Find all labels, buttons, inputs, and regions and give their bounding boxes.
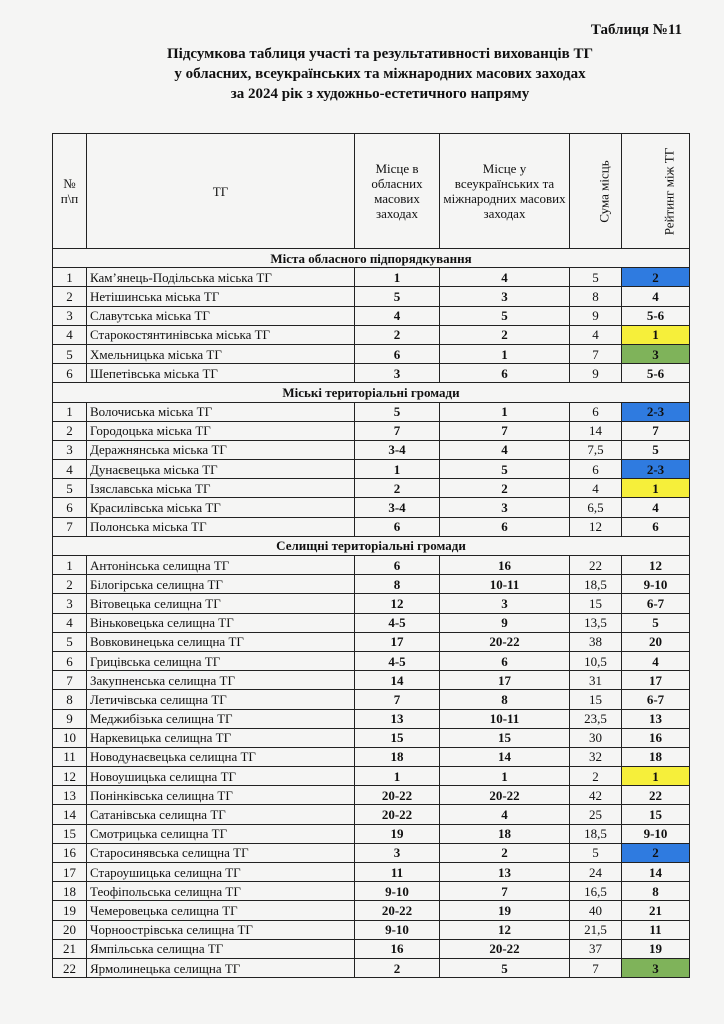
regional-place: 5 xyxy=(355,287,440,306)
national-place: 1 xyxy=(440,767,570,786)
regional-place: 2 xyxy=(355,325,440,344)
places-sum: 7 xyxy=(570,344,622,363)
national-place: 4 xyxy=(440,268,570,287)
tg-name: Летичівська селищна ТГ xyxy=(87,690,355,709)
national-place: 5 xyxy=(440,306,570,325)
tg-name: Смотрицька селищна ТГ xyxy=(87,824,355,843)
table-row xyxy=(53,344,690,363)
rating: 3 xyxy=(622,344,690,363)
table-row xyxy=(53,613,690,632)
tg-name: Городоцька міська ТГ xyxy=(87,421,355,440)
regional-place: 4 xyxy=(355,306,440,325)
rating: 19 xyxy=(622,939,690,958)
regional-place: 6 xyxy=(355,344,440,363)
tg-name: Сатанівська селищна ТГ xyxy=(87,805,355,824)
row-number: 4 xyxy=(53,460,87,479)
regional-place: 3 xyxy=(355,843,440,862)
tg-name: Вітовецька селищна ТГ xyxy=(87,594,355,613)
row-number: 1 xyxy=(53,268,87,287)
places-sum: 13,5 xyxy=(570,613,622,632)
places-sum: 25 xyxy=(570,805,622,824)
places-sum: 24 xyxy=(570,863,622,882)
header-number: № п\п xyxy=(53,134,87,249)
tg-name: Старокостянтинівська міська ТГ xyxy=(87,325,355,344)
national-place: 12 xyxy=(440,920,570,939)
tg-name: Дунаєвецька міська ТГ xyxy=(87,460,355,479)
places-sum: 10,5 xyxy=(570,651,622,670)
row-number: 15 xyxy=(53,824,87,843)
rating: 20 xyxy=(622,632,690,651)
rating: 5 xyxy=(622,440,690,459)
rating: 5 xyxy=(622,613,690,632)
table-row xyxy=(53,287,690,306)
tg-name: Деражнянська міська ТГ xyxy=(87,440,355,459)
regional-place: 20-22 xyxy=(355,786,440,805)
rating: 8 xyxy=(622,882,690,901)
places-sum: 23,5 xyxy=(570,709,622,728)
national-place: 20-22 xyxy=(440,632,570,651)
tg-name: Новоушицька селищна ТГ xyxy=(87,767,355,786)
table-row xyxy=(53,479,690,498)
tg-name: Славутська міська ТГ xyxy=(87,306,355,325)
regional-place: 4-5 xyxy=(355,613,440,632)
row-number: 1 xyxy=(53,402,87,421)
row-number: 16 xyxy=(53,843,87,862)
table-row xyxy=(53,767,690,786)
places-sum: 12 xyxy=(570,517,622,536)
table-body xyxy=(53,249,690,978)
row-number: 5 xyxy=(53,344,87,363)
regional-place: 3-4 xyxy=(355,440,440,459)
table-row xyxy=(53,556,690,575)
rating: 17 xyxy=(622,671,690,690)
national-place: 1 xyxy=(440,344,570,363)
national-place: 4 xyxy=(440,440,570,459)
table-row xyxy=(53,594,690,613)
rating: 6-7 xyxy=(622,690,690,709)
national-place: 5 xyxy=(440,958,570,977)
row-number: 1 xyxy=(53,556,87,575)
national-place: 8 xyxy=(440,690,570,709)
rating: 2 xyxy=(622,268,690,287)
tg-name: Староушицька селищна ТГ xyxy=(87,863,355,882)
row-number: 3 xyxy=(53,306,87,325)
rating: 3 xyxy=(622,958,690,977)
rating: 9-10 xyxy=(622,575,690,594)
header-rank xyxy=(622,134,690,249)
rating: 12 xyxy=(622,556,690,575)
row-number: 2 xyxy=(53,421,87,440)
tg-name: Наркевицька селищна ТГ xyxy=(87,728,355,747)
row-number: 12 xyxy=(53,767,87,786)
table-number-label: Таблиця №11 xyxy=(590,22,682,38)
national-place: 5 xyxy=(440,460,570,479)
places-sum: 15 xyxy=(570,594,622,613)
tg-name: Білогірська селищна ТГ xyxy=(87,575,355,594)
regional-place: 9-10 xyxy=(355,920,440,939)
national-place: 7 xyxy=(440,421,570,440)
places-sum: 18,5 xyxy=(570,824,622,843)
row-number: 21 xyxy=(53,939,87,958)
national-place: 6 xyxy=(440,651,570,670)
national-place: 3 xyxy=(440,287,570,306)
regional-place: 1 xyxy=(355,268,440,287)
rating: 15 xyxy=(622,805,690,824)
regional-place: 8 xyxy=(355,575,440,594)
rating: 4 xyxy=(622,498,690,517)
row-number: 4 xyxy=(53,325,87,344)
tg-name: Чорноострівська селищна ТГ xyxy=(87,920,355,939)
places-sum: 8 xyxy=(570,287,622,306)
national-place: 20-22 xyxy=(440,939,570,958)
places-sum: 2 xyxy=(570,767,622,786)
table-row xyxy=(53,575,690,594)
tg-name: Старосинявська селищна ТГ xyxy=(87,843,355,862)
table-row xyxy=(53,824,690,843)
row-number: 3 xyxy=(53,594,87,613)
national-place: 17 xyxy=(440,671,570,690)
places-sum: 9 xyxy=(570,364,622,383)
regional-place: 2 xyxy=(355,958,440,977)
table-row xyxy=(53,306,690,325)
tg-name: Теофіпольська селищна ТГ xyxy=(87,882,355,901)
places-sum: 9 xyxy=(570,306,622,325)
row-number: 11 xyxy=(53,747,87,766)
rating: 9-10 xyxy=(622,824,690,843)
row-number: 2 xyxy=(53,287,87,306)
row-number: 7 xyxy=(53,517,87,536)
national-place: 20-22 xyxy=(440,786,570,805)
places-sum: 15 xyxy=(570,690,622,709)
regional-place: 2 xyxy=(355,479,440,498)
tg-name: Грицівська селищна ТГ xyxy=(87,651,355,670)
table-row xyxy=(53,882,690,901)
tg-name: Меджибізька селищна ТГ xyxy=(87,709,355,728)
rating: 4 xyxy=(622,287,690,306)
header-national-place: Місце у всеукраїнських та міжнародних масових заходах xyxy=(440,134,570,249)
header-tg: ТГ xyxy=(87,134,355,249)
tg-name: Красилівська міська ТГ xyxy=(87,498,355,517)
title-line: у обласних, всеукраїнських та міжнародних масових заходах xyxy=(174,66,586,82)
table-row xyxy=(53,843,690,862)
regional-place: 4-5 xyxy=(355,651,440,670)
table-row xyxy=(53,421,690,440)
places-sum: 40 xyxy=(570,901,622,920)
national-place: 4 xyxy=(440,805,570,824)
document-title xyxy=(60,44,700,104)
regional-place: 3 xyxy=(355,364,440,383)
regional-place: 12 xyxy=(355,594,440,613)
rating: 2-3 xyxy=(622,460,690,479)
regional-place: 18 xyxy=(355,747,440,766)
rating: 1 xyxy=(622,479,690,498)
national-place: 18 xyxy=(440,824,570,843)
places-sum: 30 xyxy=(570,728,622,747)
regional-place: 6 xyxy=(355,517,440,536)
table-row xyxy=(53,325,690,344)
rating: 11 xyxy=(622,920,690,939)
section-header-row xyxy=(53,249,690,268)
row-number: 5 xyxy=(53,479,87,498)
table-row xyxy=(53,671,690,690)
section-title: Селищні територіальні громади xyxy=(53,536,690,555)
places-sum: 16,5 xyxy=(570,882,622,901)
header-regional-place: Місце в обласних масових заходах xyxy=(355,134,440,249)
national-place: 10-11 xyxy=(440,575,570,594)
rating: 18 xyxy=(622,747,690,766)
national-place: 7 xyxy=(440,882,570,901)
regional-place: 3-4 xyxy=(355,498,440,517)
places-sum: 38 xyxy=(570,632,622,651)
places-sum: 6 xyxy=(570,402,622,421)
section-title: Міста обласного підпорядкування xyxy=(53,249,690,268)
row-number: 7 xyxy=(53,671,87,690)
results-table xyxy=(52,133,690,978)
national-place: 2 xyxy=(440,325,570,344)
title-line: Підсумкова таблиця участі та результативності вихованців ТГ xyxy=(167,46,593,62)
rating: 2-3 xyxy=(622,402,690,421)
places-sum: 21,5 xyxy=(570,920,622,939)
table-row xyxy=(53,402,690,421)
regional-place: 9-10 xyxy=(355,882,440,901)
tg-name: Кам’янець-Подільська міська ТГ xyxy=(87,268,355,287)
table-row xyxy=(53,709,690,728)
places-sum: 6 xyxy=(570,460,622,479)
row-number: 20 xyxy=(53,920,87,939)
regional-place: 16 xyxy=(355,939,440,958)
table-row xyxy=(53,958,690,977)
places-sum: 7 xyxy=(570,958,622,977)
row-number: 22 xyxy=(53,958,87,977)
national-place: 3 xyxy=(440,498,570,517)
regional-place: 1 xyxy=(355,767,440,786)
national-place: 2 xyxy=(440,479,570,498)
table-row xyxy=(53,728,690,747)
national-place: 19 xyxy=(440,901,570,920)
national-place: 9 xyxy=(440,613,570,632)
national-place: 13 xyxy=(440,863,570,882)
places-sum: 4 xyxy=(570,479,622,498)
regional-place: 20-22 xyxy=(355,805,440,824)
table-row xyxy=(53,690,690,709)
tg-name: Нетішинська міська ТГ xyxy=(87,287,355,306)
table-row xyxy=(53,498,690,517)
places-sum: 5 xyxy=(570,843,622,862)
national-place: 16 xyxy=(440,556,570,575)
table-row xyxy=(53,440,690,459)
table-row xyxy=(53,920,690,939)
places-sum: 5 xyxy=(570,268,622,287)
places-sum: 6,5 xyxy=(570,498,622,517)
regional-place: 14 xyxy=(355,671,440,690)
regional-place: 6 xyxy=(355,556,440,575)
row-number: 6 xyxy=(53,498,87,517)
rating: 21 xyxy=(622,901,690,920)
rating: 16 xyxy=(622,728,690,747)
row-number: 4 xyxy=(53,613,87,632)
rating: 5-6 xyxy=(622,364,690,383)
row-number: 13 xyxy=(53,786,87,805)
table-row xyxy=(53,901,690,920)
places-sum: 7,5 xyxy=(570,440,622,459)
rating: 6-7 xyxy=(622,594,690,613)
places-sum: 42 xyxy=(570,786,622,805)
table-row xyxy=(53,517,690,536)
places-sum: 32 xyxy=(570,747,622,766)
places-sum: 22 xyxy=(570,556,622,575)
row-number: 14 xyxy=(53,805,87,824)
rating: 22 xyxy=(622,786,690,805)
row-number: 6 xyxy=(53,364,87,383)
tg-name: Новодунаєвецька селищна ТГ xyxy=(87,747,355,766)
table-row xyxy=(53,939,690,958)
row-number: 17 xyxy=(53,863,87,882)
table-row xyxy=(53,863,690,882)
regional-place: 13 xyxy=(355,709,440,728)
national-place: 6 xyxy=(440,364,570,383)
tg-name: Закупненська селищна ТГ xyxy=(87,671,355,690)
national-place: 10-11 xyxy=(440,709,570,728)
places-sum: 37 xyxy=(570,939,622,958)
row-number: 6 xyxy=(53,651,87,670)
rating: 13 xyxy=(622,709,690,728)
title-line: за 2024 рік з художньо-естетичного напряму xyxy=(230,86,530,102)
section-header-row xyxy=(53,536,690,555)
row-number: 9 xyxy=(53,709,87,728)
row-number: 10 xyxy=(53,728,87,747)
tg-name: Віньковецька селищна ТГ xyxy=(87,613,355,632)
table-row xyxy=(53,805,690,824)
row-number: 3 xyxy=(53,440,87,459)
regional-place: 7 xyxy=(355,690,440,709)
places-sum: 18,5 xyxy=(570,575,622,594)
regional-place: 5 xyxy=(355,402,440,421)
national-place: 14 xyxy=(440,747,570,766)
table-row xyxy=(53,364,690,383)
places-sum: 31 xyxy=(570,671,622,690)
national-place: 15 xyxy=(440,728,570,747)
regional-place: 17 xyxy=(355,632,440,651)
row-number: 5 xyxy=(53,632,87,651)
rating: 1 xyxy=(622,325,690,344)
row-number: 2 xyxy=(53,575,87,594)
tg-name: Хмельницька міська ТГ xyxy=(87,344,355,363)
table-row xyxy=(53,747,690,766)
rating: 1 xyxy=(622,767,690,786)
rating: 5-6 xyxy=(622,306,690,325)
tg-name: Полонська міська ТГ xyxy=(87,517,355,536)
header-sum-label: Сума місць xyxy=(596,159,612,223)
national-place: 3 xyxy=(440,594,570,613)
table-row xyxy=(53,460,690,479)
rating: 2 xyxy=(622,843,690,862)
tg-name: Волочиська міська ТГ xyxy=(87,402,355,421)
tg-name: Ізяславська міська ТГ xyxy=(87,479,355,498)
table-row xyxy=(53,786,690,805)
regional-place: 19 xyxy=(355,824,440,843)
tg-name: Ярмолинецька селищна ТГ xyxy=(87,958,355,977)
regional-place: 7 xyxy=(355,421,440,440)
tg-name: Понінківська селищна ТГ xyxy=(87,786,355,805)
tg-name: Ямпільська селищна ТГ xyxy=(87,939,355,958)
tg-name: Вовковинецька селищна ТГ xyxy=(87,632,355,651)
rating: 4 xyxy=(622,651,690,670)
table-row xyxy=(53,651,690,670)
tg-name: Антонінська селищна ТГ xyxy=(87,556,355,575)
table-row xyxy=(53,268,690,287)
places-sum: 14 xyxy=(570,421,622,440)
national-place: 6 xyxy=(440,517,570,536)
rating: 7 xyxy=(622,421,690,440)
table-row xyxy=(53,632,690,651)
row-number: 19 xyxy=(53,901,87,920)
header-sum xyxy=(570,134,622,249)
section-title: Міські територіальні громади xyxy=(53,383,690,402)
header-rank-label: Рейтинг між ТГ xyxy=(661,147,677,235)
regional-place: 20-22 xyxy=(355,901,440,920)
row-number: 18 xyxy=(53,882,87,901)
rating: 14 xyxy=(622,863,690,882)
national-place: 2 xyxy=(440,843,570,862)
rating: 6 xyxy=(622,517,690,536)
tg-name: Чемеровецька селищна ТГ xyxy=(87,901,355,920)
section-header-row xyxy=(53,383,690,402)
places-sum: 4 xyxy=(570,325,622,344)
table-header-row xyxy=(53,134,690,249)
tg-name: Шепетівська міська ТГ xyxy=(87,364,355,383)
regional-place: 1 xyxy=(355,460,440,479)
regional-place: 15 xyxy=(355,728,440,747)
row-number: 8 xyxy=(53,690,87,709)
national-place: 1 xyxy=(440,402,570,421)
regional-place: 11 xyxy=(355,863,440,882)
